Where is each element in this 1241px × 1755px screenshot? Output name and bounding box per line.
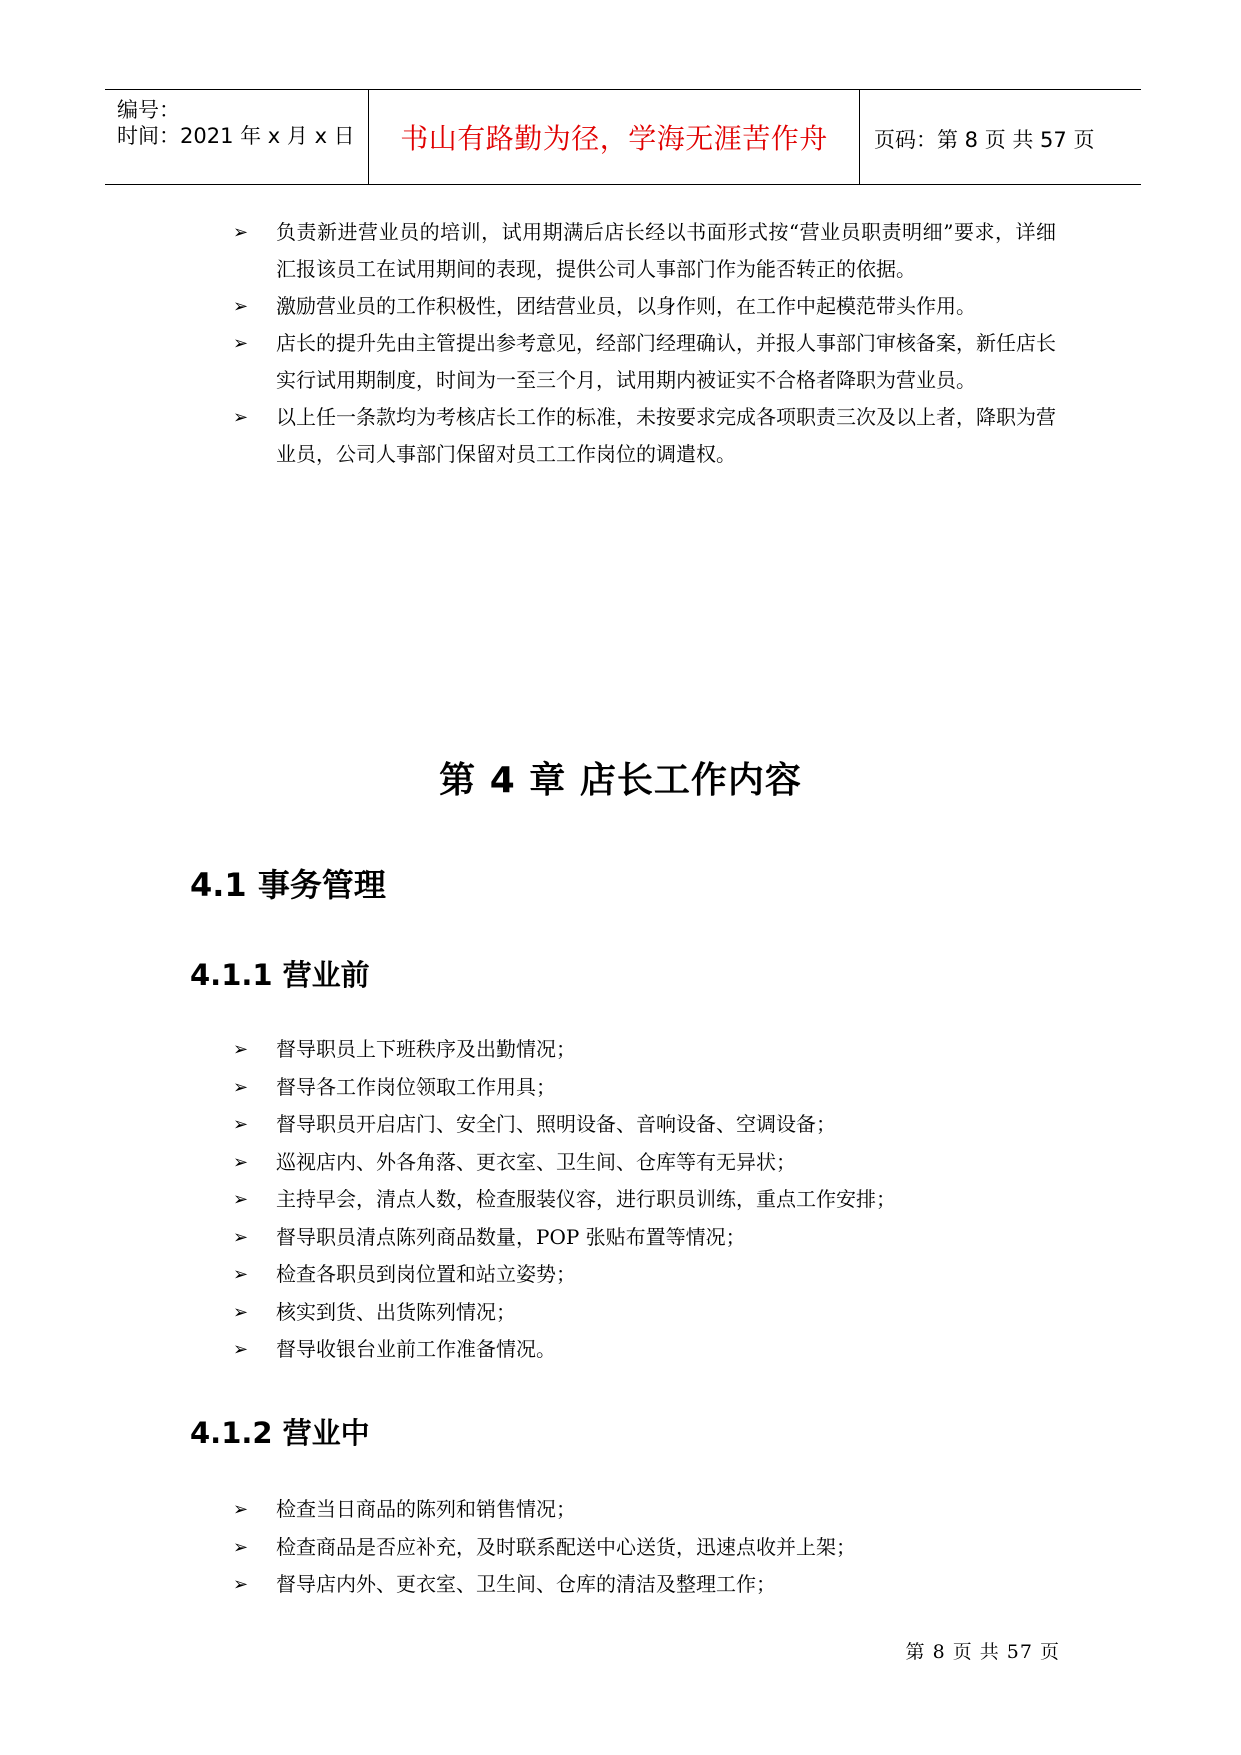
list-item: ➢ 检查各职员到岗位置和站立姿势； — [0, 1256, 1056, 1294]
arrow-bullet-icon: ➢ — [233, 333, 249, 354]
header-middle-cell — [368, 90, 860, 184]
arrow-bullet-icon: ➢ — [233, 1264, 249, 1285]
list-item: ➢ 检查当日商品的陈列和销售情况； — [0, 1491, 1056, 1529]
header-left-cell — [105, 90, 368, 184]
list-item: ➢ 督导职员清点陈列商品数量，POP 张贴布置等情况； — [0, 1219, 1056, 1257]
list-item: ➢ 主持早会，清点人数，检查服装仪容，进行职员训练，重点工作安排； — [0, 1181, 1056, 1219]
before-business-list — [0, 1031, 1241, 1369]
document-header — [105, 89, 1141, 185]
arrow-bullet-icon: ➢ — [233, 1076, 249, 1098]
list-item: ➢ 负责新进营业员的培训，试用期满后店长经以书面形式按“营业员职责明细”要求，详细汇报该员工在试用期间的表现，提供公司人事部门作为能否转正的依据。 — [0, 214, 1056, 288]
header-right-cell — [860, 90, 1140, 184]
subsection-title-during-business: 4.1.2 营业中 — [190, 1416, 370, 1450]
section-title: 4.1 事务管理 — [190, 866, 386, 904]
subsection-title-before-business: 4.1.1 营业前 — [190, 958, 370, 992]
arrow-bullet-icon: ➢ — [233, 1339, 249, 1360]
during-business-list — [0, 1491, 1241, 1604]
header-page-label: 页码：第 8 页 共 57 页 — [874, 128, 1095, 152]
list-item: ➢ 核实到货、出货陈列情况； — [0, 1294, 1056, 1332]
arrow-bullet-icon: ➢ — [233, 1039, 249, 1060]
responsibility-list — [0, 214, 1241, 473]
arrow-bullet-icon: ➢ — [233, 1151, 249, 1173]
arrow-bullet-icon: ➢ — [233, 1301, 249, 1323]
list-item: ➢ 督导职员上下班秩序及出勤情况； — [0, 1031, 1056, 1069]
list-item: ➢ 督导收银台业前工作准备情况。 — [0, 1331, 1056, 1369]
list-item: ➢ 以上任一条款均为考核店长工作的标准，未按要求完成各项职责三次及以上者，降职为营业员，公司人事部门保留对员工工作岗位的调遣权。 — [0, 399, 1056, 473]
page-footer: 第 8 页 共 57 页 — [905, 1641, 1060, 1663]
list-item: ➢ 督导职员开启店门、安全门、照明设备、音响设备、空调设备； — [0, 1106, 1056, 1144]
chapter-title: 第 4 章 店长工作内容 — [439, 760, 802, 801]
arrow-bullet-icon: ➢ — [233, 1536, 249, 1558]
list-item: ➢ 店长的提升先由主管提出参考意见，经部门经理确认，并报人事部门审核备案，新任店长实行试用期制度，时间为一至三个月，试用期内被证实不合格者降职为营业员。 — [0, 325, 1056, 399]
arrow-bullet-icon: ➢ — [233, 407, 249, 428]
arrow-bullet-icon: ➢ — [233, 1574, 249, 1595]
arrow-bullet-icon: ➢ — [233, 222, 249, 243]
arrow-bullet-icon: ➢ — [233, 1114, 249, 1135]
document-time-label: 时间：2021 年 x 月 x 日 — [117, 124, 355, 148]
document-number-label: 编号： — [117, 98, 180, 122]
arrow-bullet-icon: ➢ — [233, 1499, 249, 1520]
list-item: ➢ 检查商品是否应补充，及时联系配送中心送货，迅速点收并上架； — [0, 1529, 1056, 1567]
arrow-bullet-icon: ➢ — [233, 1226, 249, 1248]
header-motto: 书山有路勤为径，学海无涯苦作舟 — [400, 122, 828, 155]
list-item: ➢ 督导店内外、更衣室、卫生间、仓库的清洁及整理工作； — [0, 1566, 1056, 1604]
list-item: ➢ 巡视店内、外各角落、更衣室、卫生间、仓库等有无异状； — [0, 1144, 1056, 1182]
list-item: ➢ 激励营业员的工作积极性，团结营业员，以身作则，在工作中起模范带头作用。 — [0, 288, 1056, 325]
arrow-bullet-icon: ➢ — [233, 1189, 249, 1210]
list-item: ➢ 督导各工作岗位领取工作用具； — [0, 1069, 1056, 1107]
arrow-bullet-icon: ➢ — [233, 296, 249, 317]
